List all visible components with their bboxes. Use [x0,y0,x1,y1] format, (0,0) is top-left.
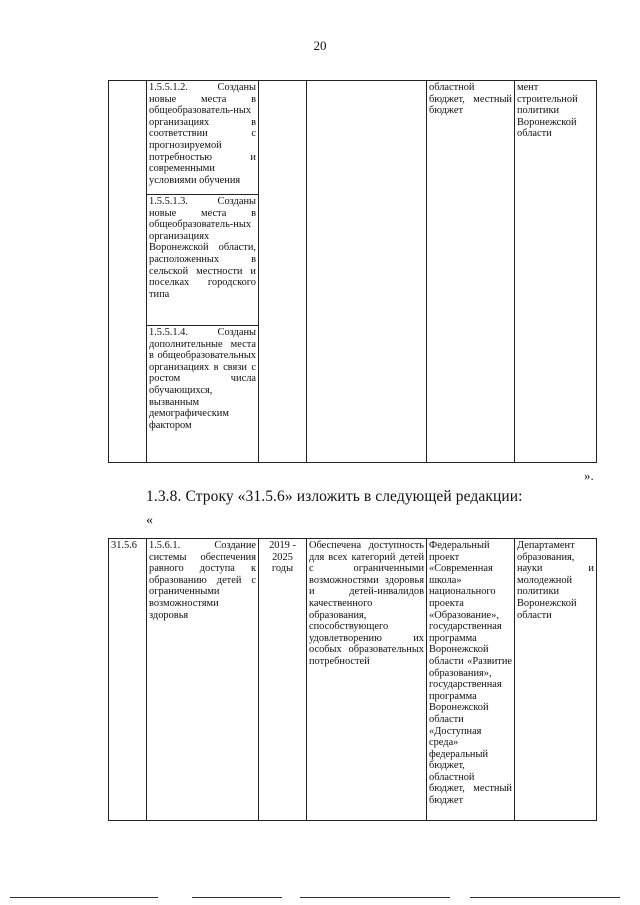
closing-quote: ». [584,468,594,483]
subitem-3: 1.5.5.1.4. Созданы дополнительные места в общеобразовательных организациях в связи с ростом числа обучающихся, вызванным демографическим фактором [149,327,256,431]
page-number: 20 [313,38,327,53]
footer-rule [192,897,282,898]
responsible-cell: Департамент образования, науки и молодежной политики Воронежской области [515,539,597,821]
table-row [109,81,597,463]
footer-rule [10,897,158,898]
code-cell [109,81,147,463]
result-cell [307,81,427,463]
amendment-instruction: 1.3.8. Строку «31.5.6» изложить в следующей редакции: [146,488,523,505]
period-cell: 2019 - 2025 годы [259,539,307,821]
continuation-table [108,80,597,463]
opening-quote: « [146,513,153,528]
responsible-cell: мент строительной политики Воронежской области [515,81,597,463]
table-row [109,539,597,821]
result-cell: Обеспечена доступность для всех категорий детей с ограниченными возможностями здоровья и детей-инвалидов качественного образования, способствующего удовлетворению их особых образовательных потребностей [307,539,427,821]
measure-cell: 1.5.6.1. Создание системы обеспечения равного доступа к образованию детей с ограниченными возможностями здоровья [147,539,259,821]
subitem-2: 1.5.5.1.3. Созданы новые места в общеобразователь-ных организациях Воронежской области, расположенных в сельской местности и поселках городского типа [147,195,258,326]
subitem-1: 1.5.5.1.2. Созданы новые места в общеобразователь-ных организациях в соответствии с прогнозируемой потребностью и современными условиями обучения [147,81,258,195]
amended-row-table [108,538,597,821]
code-cell: 31.5.6 [109,539,147,821]
footer-rule [300,897,450,898]
funding-cell: Федеральный проект «Современная школа» национального проекта «Образование», государственная программа Воронежской области «Развитие образования», государственная программа Воронежской области «Доступная среда» федеральный бюджет, областной бюджет, местный бюджет [427,539,515,821]
measure-cell [147,81,259,463]
period-cell [259,81,307,463]
funding-cell: областной бюджет, местный бюджет [427,81,515,463]
footer-rule [470,897,620,898]
